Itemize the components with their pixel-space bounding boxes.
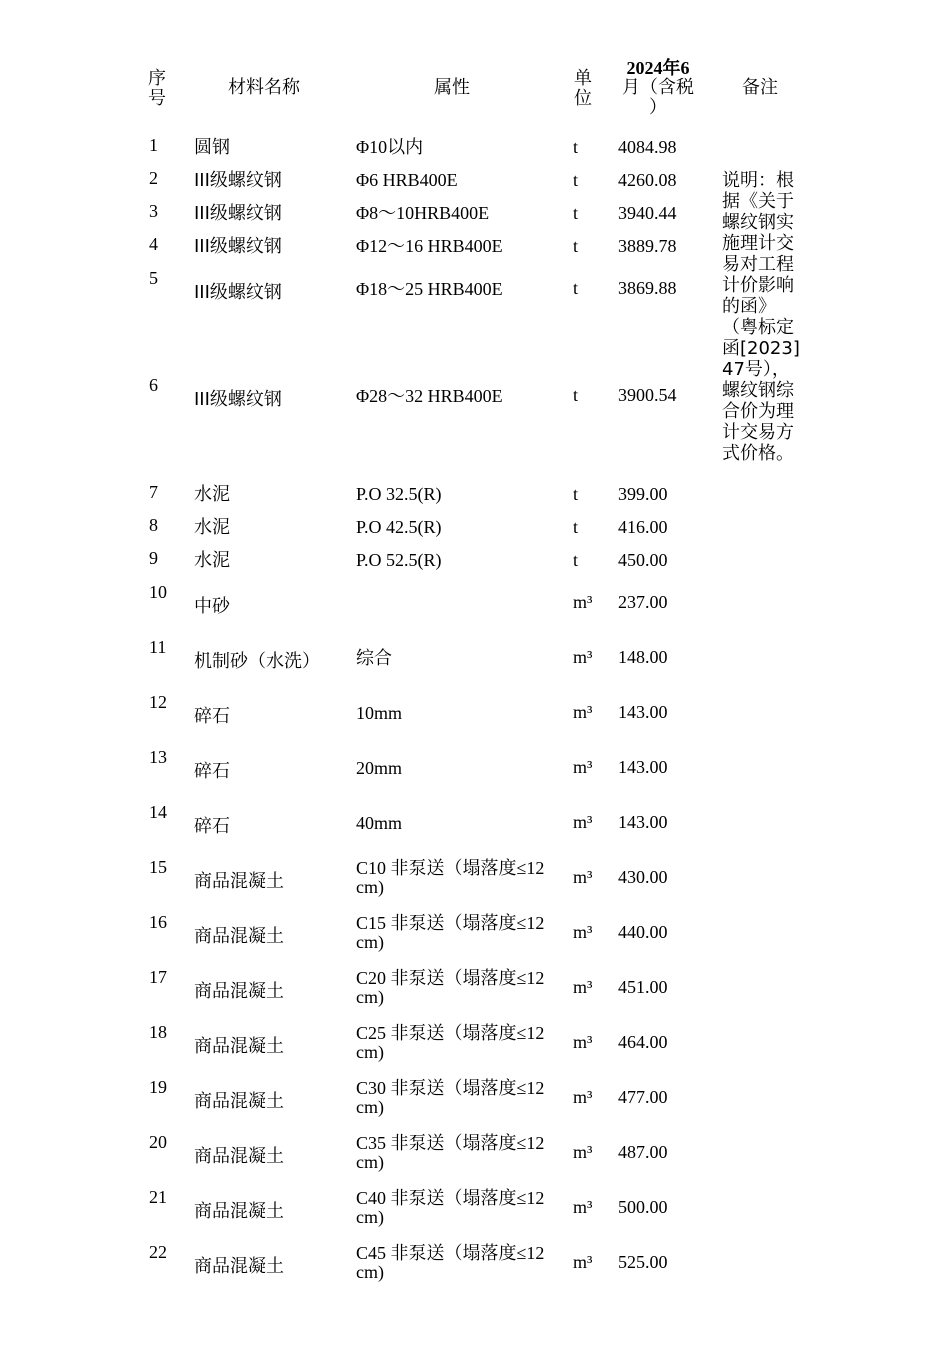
row-name: 商品混凝土 (194, 1091, 284, 1112)
row-price: 3940.44 (618, 203, 677, 223)
header-no: 序号 (148, 68, 166, 109)
row-price: 143.00 (618, 812, 668, 832)
header-price (612, 58, 704, 118)
row-name: 水泥 (194, 517, 230, 538)
row-unit: m³ (573, 977, 593, 997)
row-attr: Φ8～10HRB400E (356, 203, 490, 223)
row-price: 440.00 (618, 922, 668, 942)
row-price: 143.00 (618, 757, 668, 777)
row-attr: C40 非泵送（塌落度≤12cm) (356, 1188, 545, 1227)
row-unit: m³ (573, 922, 593, 942)
row-no: 16 (149, 912, 167, 932)
row-price: 148.00 (618, 647, 668, 667)
row-attr: C25 非泵送（塌落度≤12cm) (356, 1023, 545, 1062)
row-unit: t (573, 137, 579, 157)
row-attr: Φ6 HRB400E (356, 170, 458, 190)
row-attr: Φ28～32 HRB400E (356, 386, 503, 406)
row-attr: 40mm (356, 813, 403, 833)
row-price: 4084.98 (618, 137, 677, 157)
row-no: 14 (149, 802, 167, 822)
row-name: III级螺纹钢 (194, 236, 282, 257)
row-attr: C35 非泵送（塌落度≤12cm) (356, 1133, 545, 1172)
row-unit: m³ (573, 757, 593, 777)
row-no: 8 (149, 515, 158, 535)
row-attr: P.O 32.5(R) (356, 484, 442, 504)
row-attr: C10 非泵送（塌落度≤12cm) (356, 858, 545, 897)
row-attr: 10mm (356, 703, 403, 723)
row-no: 11 (149, 637, 167, 657)
row-name: 水泥 (194, 550, 230, 571)
row-name: 水泥 (194, 484, 230, 505)
row-name: 机制砂（水洗） (194, 651, 320, 672)
row-name: 商品混凝土 (194, 926, 284, 947)
row-no: 13 (149, 747, 167, 767)
row-name: 碎石 (194, 816, 230, 837)
row-name: 商品混凝土 (194, 1201, 284, 1222)
row-no: 22 (149, 1242, 167, 1262)
row-price: 3900.54 (618, 385, 677, 405)
row-unit: t (573, 170, 579, 190)
row-price: 416.00 (618, 517, 668, 537)
row-name: 圆钢 (194, 137, 230, 158)
row-attr: C20 非泵送（塌落度≤12cm) (356, 968, 545, 1007)
row-name: 碎石 (194, 761, 230, 782)
row-no: 18 (149, 1022, 167, 1042)
row-unit: m³ (573, 867, 593, 887)
row-unit: m³ (573, 592, 593, 612)
row-unit: m³ (573, 647, 593, 667)
row-price: 399.00 (618, 484, 668, 504)
row-attr: C15 非泵送（塌落度≤12cm) (356, 913, 545, 952)
row-attr: C30 非泵送（塌落度≤12cm) (356, 1078, 545, 1117)
header-price-line1: 2024年6 (626, 58, 690, 78)
row-name: 中砂 (194, 596, 230, 617)
row-no: 21 (149, 1187, 167, 1207)
row-price: 487.00 (618, 1142, 668, 1162)
header-price-line3: ） (649, 97, 667, 118)
row-name: 商品混凝土 (194, 1256, 284, 1277)
row-no: 20 (149, 1132, 167, 1152)
row-unit: m³ (573, 1142, 593, 1162)
row-no: 12 (149, 692, 167, 712)
row-name: III级螺纹钢 (194, 282, 282, 303)
row-no: 6 (149, 375, 158, 395)
row-name: 碎石 (194, 706, 230, 727)
row-no: 3 (149, 201, 158, 221)
row-unit: t (573, 278, 579, 298)
row-attr: 综合 (356, 648, 392, 668)
row-unit: m³ (573, 1252, 593, 1272)
row-name: 商品混凝土 (194, 1036, 284, 1057)
row-unit: t (573, 484, 579, 504)
row-attr: Φ18～25 HRB400E (356, 279, 503, 299)
row-unit: t (573, 550, 579, 570)
row-attr: Φ10以内 (356, 137, 424, 157)
remark-note: 说明：根据《关于螺纹钢实施理计交易对工程计价影响的函》（粤标定函[2023]47号），螺纹钢综合价为理计交易方式价格。 (722, 170, 800, 464)
row-name: III级螺纹钢 (194, 203, 282, 224)
row-name: III级螺纹钢 (194, 170, 282, 191)
row-attr: C45 非泵送（塌落度≤12cm) (356, 1243, 545, 1282)
row-unit: m³ (573, 1087, 593, 1107)
header-price-line2: 月（含税 (622, 77, 694, 98)
row-unit: m³ (573, 702, 593, 722)
row-no: 15 (149, 857, 167, 877)
row-no: 7 (149, 482, 158, 502)
header-unit: 单位 (574, 68, 592, 109)
row-price: 525.00 (618, 1252, 668, 1272)
row-attr: P.O 52.5(R) (356, 550, 442, 570)
row-attr: P.O 42.5(R) (356, 517, 442, 537)
row-price: 430.00 (618, 867, 668, 887)
row-no: 4 (149, 234, 158, 254)
row-no: 1 (149, 135, 158, 155)
row-price: 477.00 (618, 1087, 668, 1107)
row-price: 237.00 (618, 592, 668, 612)
header-name: 材料名称 (228, 77, 300, 98)
row-price: 143.00 (618, 702, 668, 722)
row-name: III级螺纹钢 (194, 389, 282, 410)
row-no: 9 (149, 548, 158, 568)
row-no: 5 (149, 268, 158, 288)
row-name: 商品混凝土 (194, 1146, 284, 1167)
row-no: 17 (149, 967, 167, 987)
row-no: 10 (149, 582, 167, 602)
row-unit: t (573, 203, 579, 223)
header-remark: 备注 (742, 77, 778, 98)
row-price: 3889.78 (618, 236, 677, 256)
row-price: 500.00 (618, 1197, 668, 1217)
row-unit: t (573, 236, 579, 256)
row-price: 450.00 (618, 550, 668, 570)
row-no: 2 (149, 168, 158, 188)
row-unit: t (573, 385, 579, 405)
row-unit: m³ (573, 1197, 593, 1217)
row-attr: Φ12～16 HRB400E (356, 236, 503, 256)
header-attr: 属性 (434, 77, 470, 98)
row-price: 464.00 (618, 1032, 668, 1052)
row-unit: m³ (573, 812, 593, 832)
row-price: 4260.08 (618, 170, 677, 190)
row-attr: 20mm (356, 758, 403, 778)
row-name: 商品混凝土 (194, 981, 284, 1002)
row-price: 3869.88 (618, 278, 677, 298)
row-unit: t (573, 517, 579, 537)
row-unit: m³ (573, 1032, 593, 1052)
row-no: 19 (149, 1077, 167, 1097)
row-price: 451.00 (618, 977, 668, 997)
row-name: 商品混凝土 (194, 871, 284, 892)
